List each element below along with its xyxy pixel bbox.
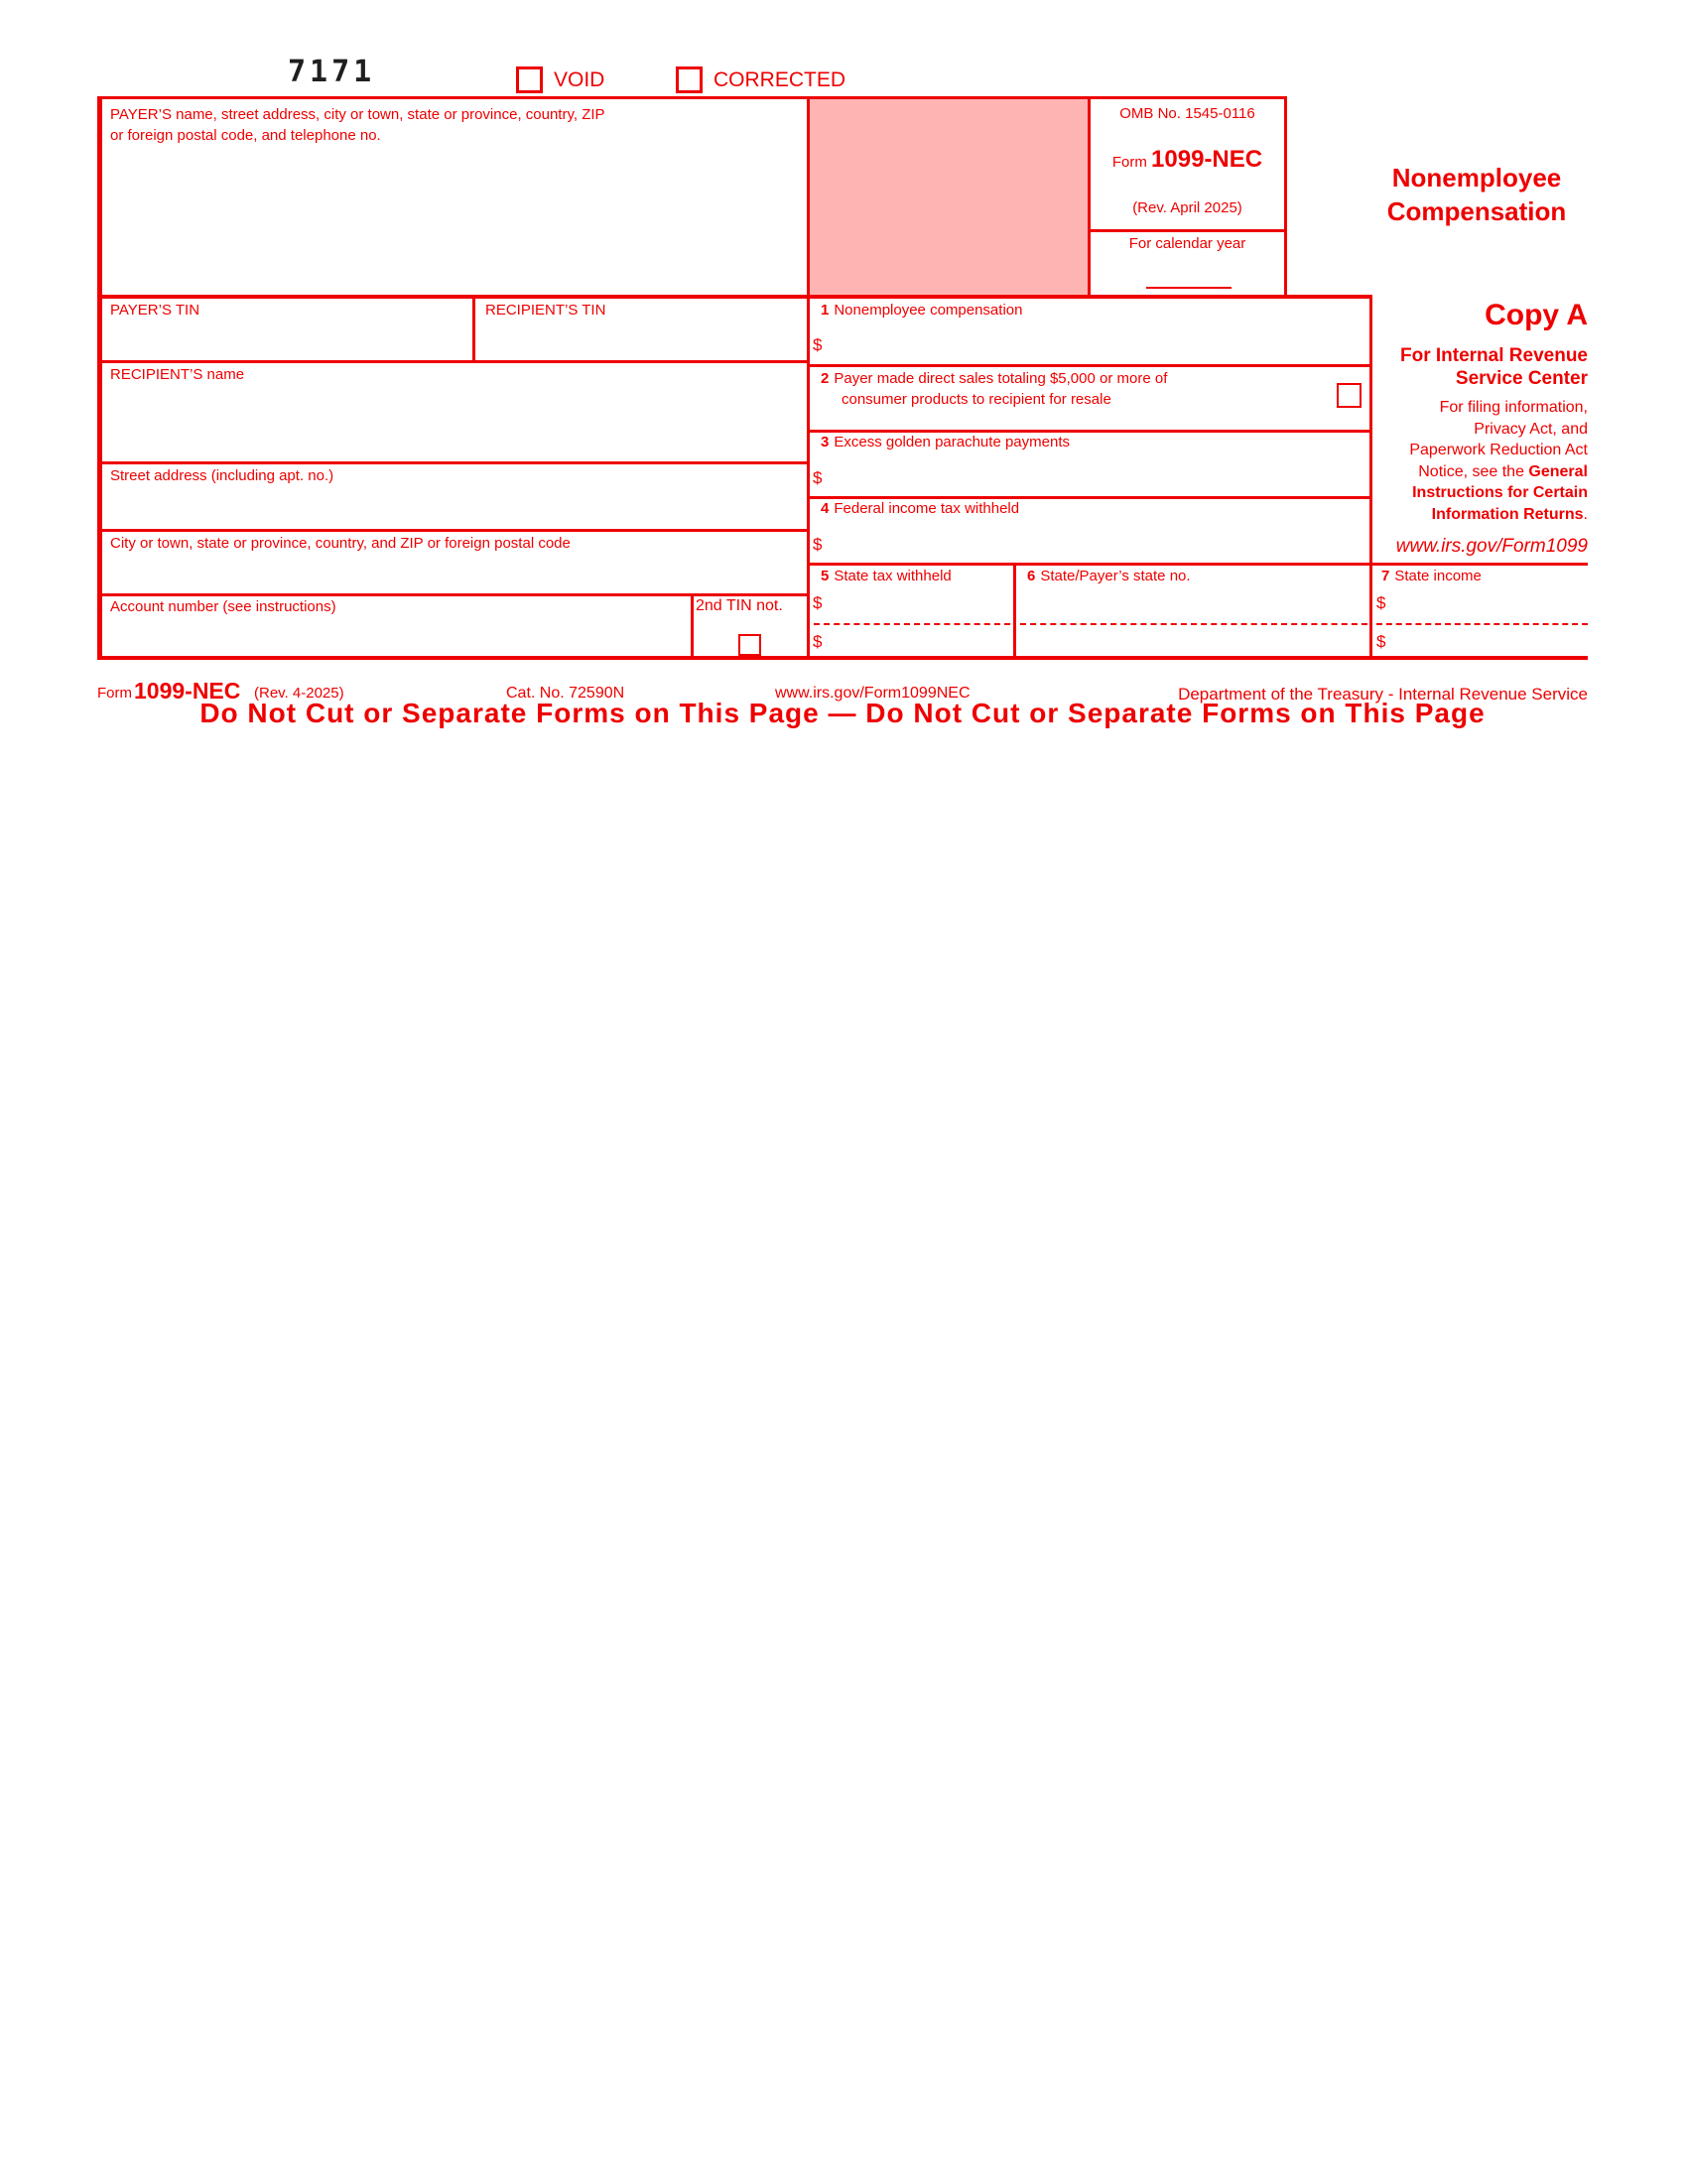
box5-number: 5 [821, 568, 830, 584]
box7-dollar-sign-1: $ [1376, 593, 1386, 612]
box2-label: 2 Payer made direct sales totaling $5,000 or more of consumer products to recipient for resale [821, 370, 1168, 408]
divider-box5-box6 [1013, 563, 1016, 656]
corrected-checkbox[interactable] [676, 66, 703, 93]
divider-street-bottom [97, 529, 810, 532]
box1-label: 1 Nonemployee compensation [821, 302, 1023, 319]
divider-omb-right [1284, 96, 1287, 298]
box7-amount-field-2[interactable] [1394, 627, 1586, 654]
print-code: 7171 [288, 55, 376, 89]
street-label: Street address (including apt. no.) [110, 467, 334, 484]
box7-label: 7 State income [1381, 568, 1482, 584]
city-label: City or town, state or province, country, and ZIP or foreign postal code [110, 535, 571, 552]
footer-cat-no: Cat. No. 72590N [506, 685, 625, 702]
void-checkbox[interactable] [516, 66, 543, 93]
street-address-field[interactable] [103, 488, 802, 526]
dashed-line-box5 [814, 623, 1010, 625]
corrected-label: CORRECTED [714, 68, 846, 91]
dashed-line-box7 [1376, 623, 1588, 625]
recipient-name-field[interactable] [103, 389, 802, 458]
box6-state-no-field[interactable] [1020, 587, 1365, 653]
divider-box4-bottom [807, 563, 1588, 566]
divider-2nd-tin-cell [691, 593, 694, 656]
box2-number: 2 [821, 370, 830, 387]
border-bottom [97, 656, 1588, 660]
footer-form-number: 1099-NEC [134, 678, 241, 704]
do-not-cut-notice: Do Not Cut or Separate Forms on This Page — Do Not Cut or Separate Forms on This Page [199, 698, 1486, 728]
footer-revision: (Rev. 4-2025) [254, 685, 344, 702]
box1-dollar-sign: $ [813, 335, 823, 354]
calendar-year-label: For calendar year [1128, 235, 1246, 252]
box7-amount-field-1[interactable] [1394, 587, 1586, 621]
payer-tin-field[interactable] [103, 321, 468, 359]
recipient-tin-label: RECIPIENT’S TIN [485, 302, 606, 319]
copy-a-title: Copy A [1485, 299, 1588, 331]
copy-a-notice: For filing information, Privacy Act, and Paperwork Reduction Act Notice, see the General Instructions for Certain Information Returns. [1409, 399, 1588, 523]
payer-info-label-line2: or foreign postal code, and telephone no. [110, 127, 381, 144]
second-tin-label: 2nd TIN not. [696, 597, 783, 614]
box5-label: 5 State tax withheld [821, 568, 952, 584]
form-number-header [1091, 145, 1284, 175]
divider-tin-bottom [97, 360, 810, 363]
form-number: 1099-NEC [1151, 146, 1263, 173]
border-top [97, 96, 1287, 99]
irs-url: www.irs.gov/Form1099 [1395, 535, 1588, 557]
copy-a-destination: For Internal Revenue Service Center [1400, 345, 1588, 389]
box5-amount-field-2[interactable] [832, 627, 1010, 654]
box3-dollar-sign: $ [813, 468, 823, 487]
divider-tin-cells [472, 295, 475, 363]
box3-number: 3 [821, 434, 830, 450]
box5-amount-field-1[interactable] [832, 587, 1010, 621]
form-title [1369, 161, 1584, 228]
revision-label: (Rev. April 2025) [1132, 199, 1242, 216]
recipient-name-label: RECIPIENT’S name [110, 366, 245, 383]
box4-amount-field[interactable] [832, 529, 1367, 560]
form-word: Form [1111, 154, 1147, 171]
box6-label: 6 State/Payer’s state no. [1027, 568, 1191, 584]
box4-number: 4 [821, 500, 830, 517]
box1-number: 1 [821, 302, 830, 319]
box4-label: 4 Federal income tax withheld [821, 500, 1020, 517]
footer-url: www.irs.gov/Form1099NEC [775, 685, 971, 702]
border-left [97, 96, 102, 660]
box6-number: 6 [1027, 568, 1036, 584]
box1-amount-field[interactable] [832, 329, 1367, 361]
omb-number: OMB No. 1545-0116 [1119, 105, 1255, 122]
payer-tin-label: PAYER’S TIN [110, 302, 200, 319]
divider-name-bottom [97, 461, 810, 464]
divider-main-vertical [807, 96, 810, 656]
void-label: VOID [554, 68, 605, 91]
divider-omb-left [1088, 96, 1091, 298]
box5-dollar-sign-1: $ [813, 593, 823, 612]
second-tin-checkbox[interactable] [738, 634, 761, 656]
footer-treasury: Department of the Treasury - Internal Revenue Service [1178, 685, 1588, 704]
payer-info-label-line1: PAYER’S name, street address, city or town, state or province, country, ZIP [110, 106, 605, 123]
form-title-line1: Nonemployee [1391, 163, 1562, 193]
account-number-field[interactable] [103, 617, 687, 653]
box4-dollar-sign: $ [813, 535, 823, 554]
calendar-year-shaded-box [809, 96, 1090, 297]
box5-dollar-sign-2: $ [813, 632, 823, 651]
box3-amount-field[interactable] [832, 462, 1367, 493]
payer-info-field[interactable] [103, 127, 798, 291]
city-state-zip-field[interactable] [103, 554, 802, 591]
form-title-line2: Compensation [1386, 196, 1567, 226]
box3-label: 3 Excess golden parachute payments [821, 434, 1070, 450]
account-number-label: Account number (see instructions) [110, 598, 336, 615]
recipient-tin-field[interactable] [478, 321, 804, 359]
footer-form-word: Form [97, 685, 132, 702]
divider-omb-middle [1088, 229, 1287, 232]
calendar-year-blank-field[interactable] [1146, 287, 1232, 289]
box7-dollar-sign-2: $ [1376, 632, 1386, 651]
box7-number: 7 [1381, 568, 1390, 584]
